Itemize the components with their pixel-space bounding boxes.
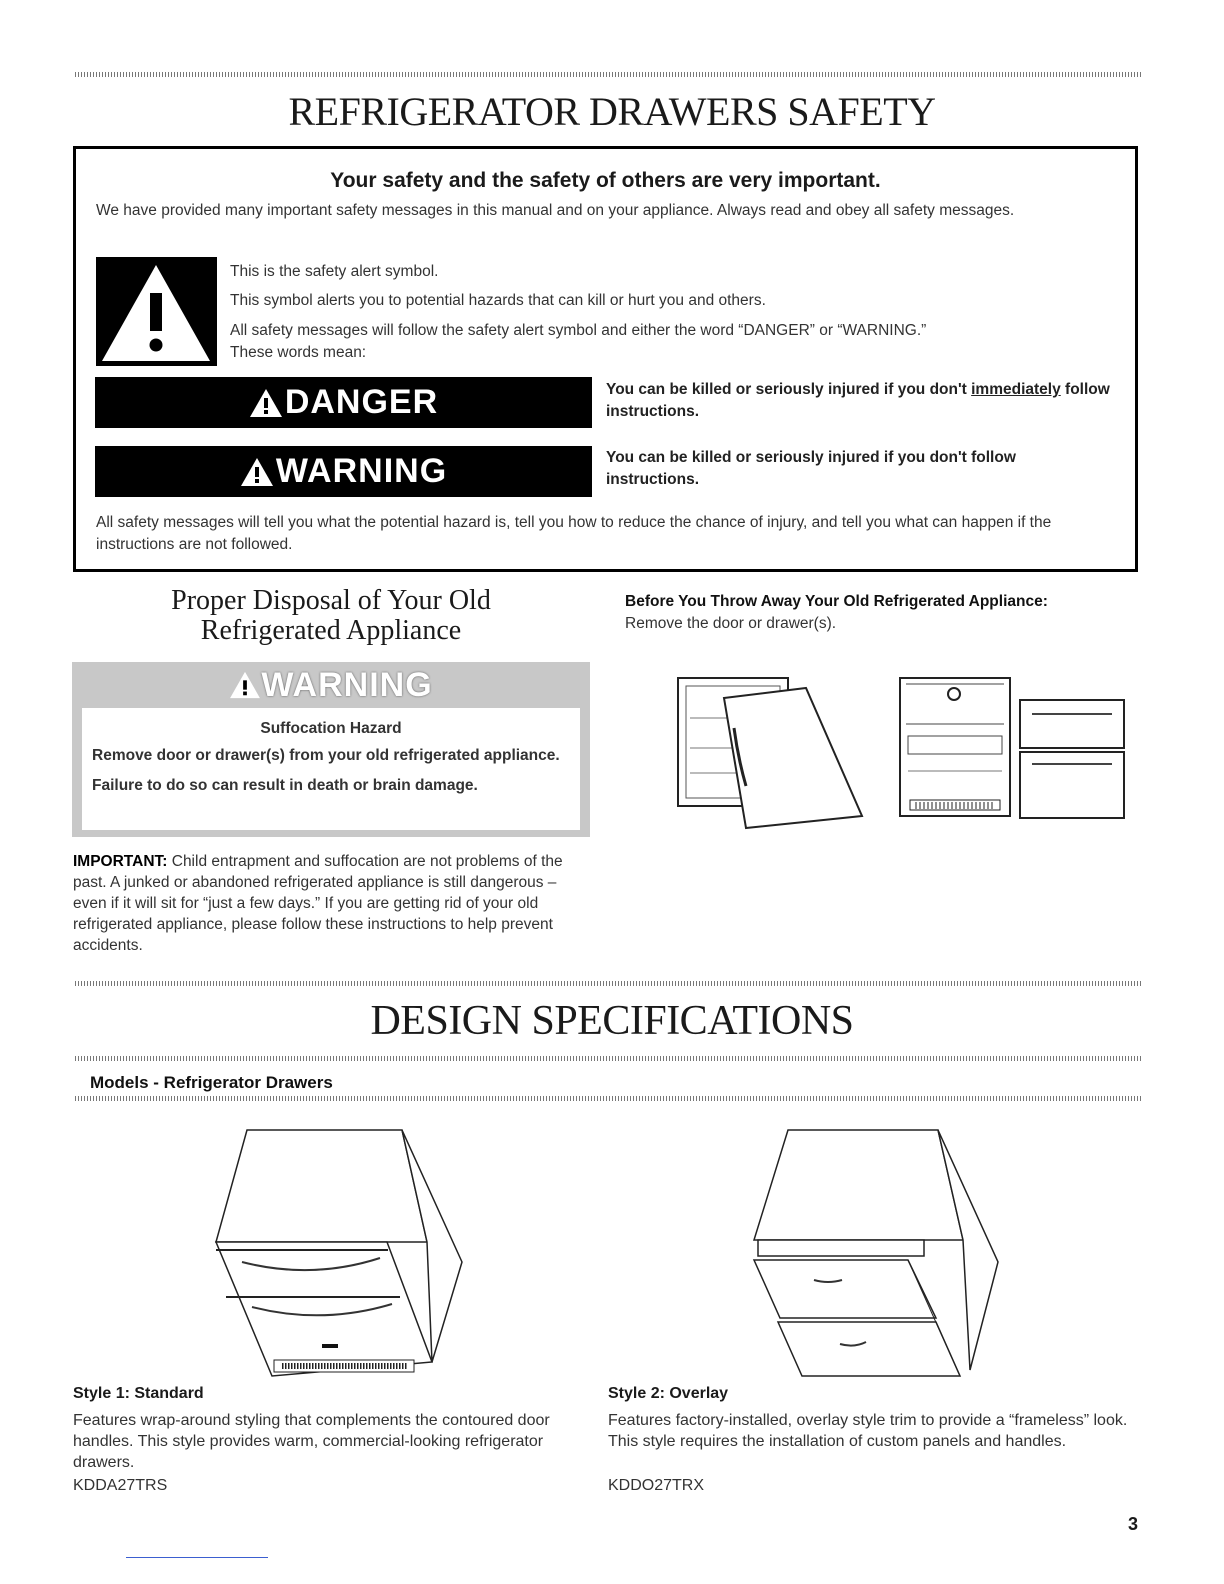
- warning-text: You can be killed or seriously injured if you don't follow instructions.: [606, 449, 1016, 488]
- safety-footer-text: All safety messages will tell you what the potential hazard is, tell you how to reduce the chance of injury, and tell you what can happen if the instructions are not followed.: [96, 514, 1052, 553]
- safety-box: [73, 146, 1138, 572]
- safety-box-heading: Your safety and the safety of others are very important.: [330, 169, 881, 192]
- danger-text-emphasis: immediately: [971, 381, 1061, 398]
- door-removal-illustration: [676, 668, 866, 833]
- section-title-design: DESIGN SPECIFICATIONS: [370, 998, 854, 1044]
- important-paragraph: [73, 851, 588, 956]
- suffocation-warning-banner: [72, 662, 590, 708]
- alert-line-4: These words mean:: [230, 344, 367, 361]
- middle-divider: [75, 981, 1143, 986]
- safety-intro: We have provided many important safety messages in this manual and on your appliance. Always read and obey all safety messages.: [96, 202, 1015, 219]
- hazard-line-2: Failure to do so can result in death or brain damage.: [92, 777, 478, 794]
- safety-alert-symbol-icon: [96, 257, 217, 366]
- warning-label: WARNING: [275, 452, 448, 490]
- style2-title: Style 2: Overlay: [608, 1385, 729, 1402]
- important-label: IMPORTANT:: [73, 853, 168, 870]
- style2-model: KDDO27TRX: [608, 1477, 705, 1494]
- hazard-line-1: Remove door or drawer(s) from your old refrigerated appliance.: [92, 747, 560, 764]
- drawer-removal-illustration: [898, 676, 1130, 821]
- style2-description: Features factory-installed, overlay style trim to provide a “frameless” look. This style requires the installation of custom panels and handles.: [608, 1412, 1128, 1450]
- danger-text-a: You can be killed or seriously injured if you don't: [606, 381, 972, 398]
- alert-line-3: All safety messages will follow the safety alert symbol and either the word “DANGER” or “WARNING.”: [230, 322, 927, 339]
- section-title-safety: REFRIGERATOR DRAWERS SAFETY: [288, 89, 936, 134]
- danger-text-c: follow instructions.: [606, 381, 1110, 420]
- hazard-title: Suffocation Hazard: [260, 720, 402, 737]
- page-number: 3: [1128, 1514, 1139, 1534]
- danger-banner: [95, 377, 592, 428]
- before-throw-heading: Before You Throw Away Your Old Refrigerated Appliance:: [625, 593, 1048, 610]
- disposal-heading-line1: Proper Disposal of Your Old: [171, 585, 491, 616]
- suffocation-warning-label: WARNING: [261, 665, 433, 704]
- danger-text: [606, 379, 1136, 423]
- suffocation-warning-box: [72, 662, 590, 837]
- danger-alert-icon: [249, 388, 283, 418]
- alert-line-2: This symbol alerts you to potential hazards that can kill or hurt you and others.: [230, 292, 766, 309]
- style1-description: Features wrap-around styling that complements the contoured door handles. This style provides warm, commercial-looking refrigerator drawers.: [73, 1412, 550, 1471]
- style1-title: Style 1: Standard: [73, 1385, 204, 1402]
- models-top-divider: [75, 1056, 1143, 1061]
- danger-label: DANGER: [284, 383, 439, 421]
- bottom-link-line: [126, 1557, 268, 1558]
- disposal-heading-line2: Refrigerated Appliance: [200, 615, 462, 646]
- warning-alert-icon: [240, 457, 274, 487]
- disposal-heading: [75, 586, 587, 646]
- before-throw-text: Remove the door or drawer(s).: [625, 615, 837, 632]
- style2-overlay-illustration: [748, 1122, 1003, 1380]
- top-divider: [75, 72, 1143, 77]
- suffocation-alert-icon: [229, 671, 261, 699]
- alert-line-1: This is the safety alert symbol.: [230, 263, 439, 280]
- important-text: Child entrapment and suffocation are not problems of the past. A junked or abandoned refrigerated appliance is still dangerous – even if it will sit for “just a few days.” If you are getting rid of your old refrigerated appliance, please follow these instructions to help prevent accidents.: [73, 853, 563, 954]
- style1-model: KDDA27TRS: [73, 1477, 168, 1494]
- suffocation-warning-content: [82, 708, 580, 830]
- style1-standard-illustration: [212, 1122, 467, 1380]
- warning-banner: [95, 446, 592, 497]
- models-bottom-divider: [75, 1096, 1143, 1101]
- models-label: Models - Refrigerator Drawers: [90, 1073, 333, 1092]
